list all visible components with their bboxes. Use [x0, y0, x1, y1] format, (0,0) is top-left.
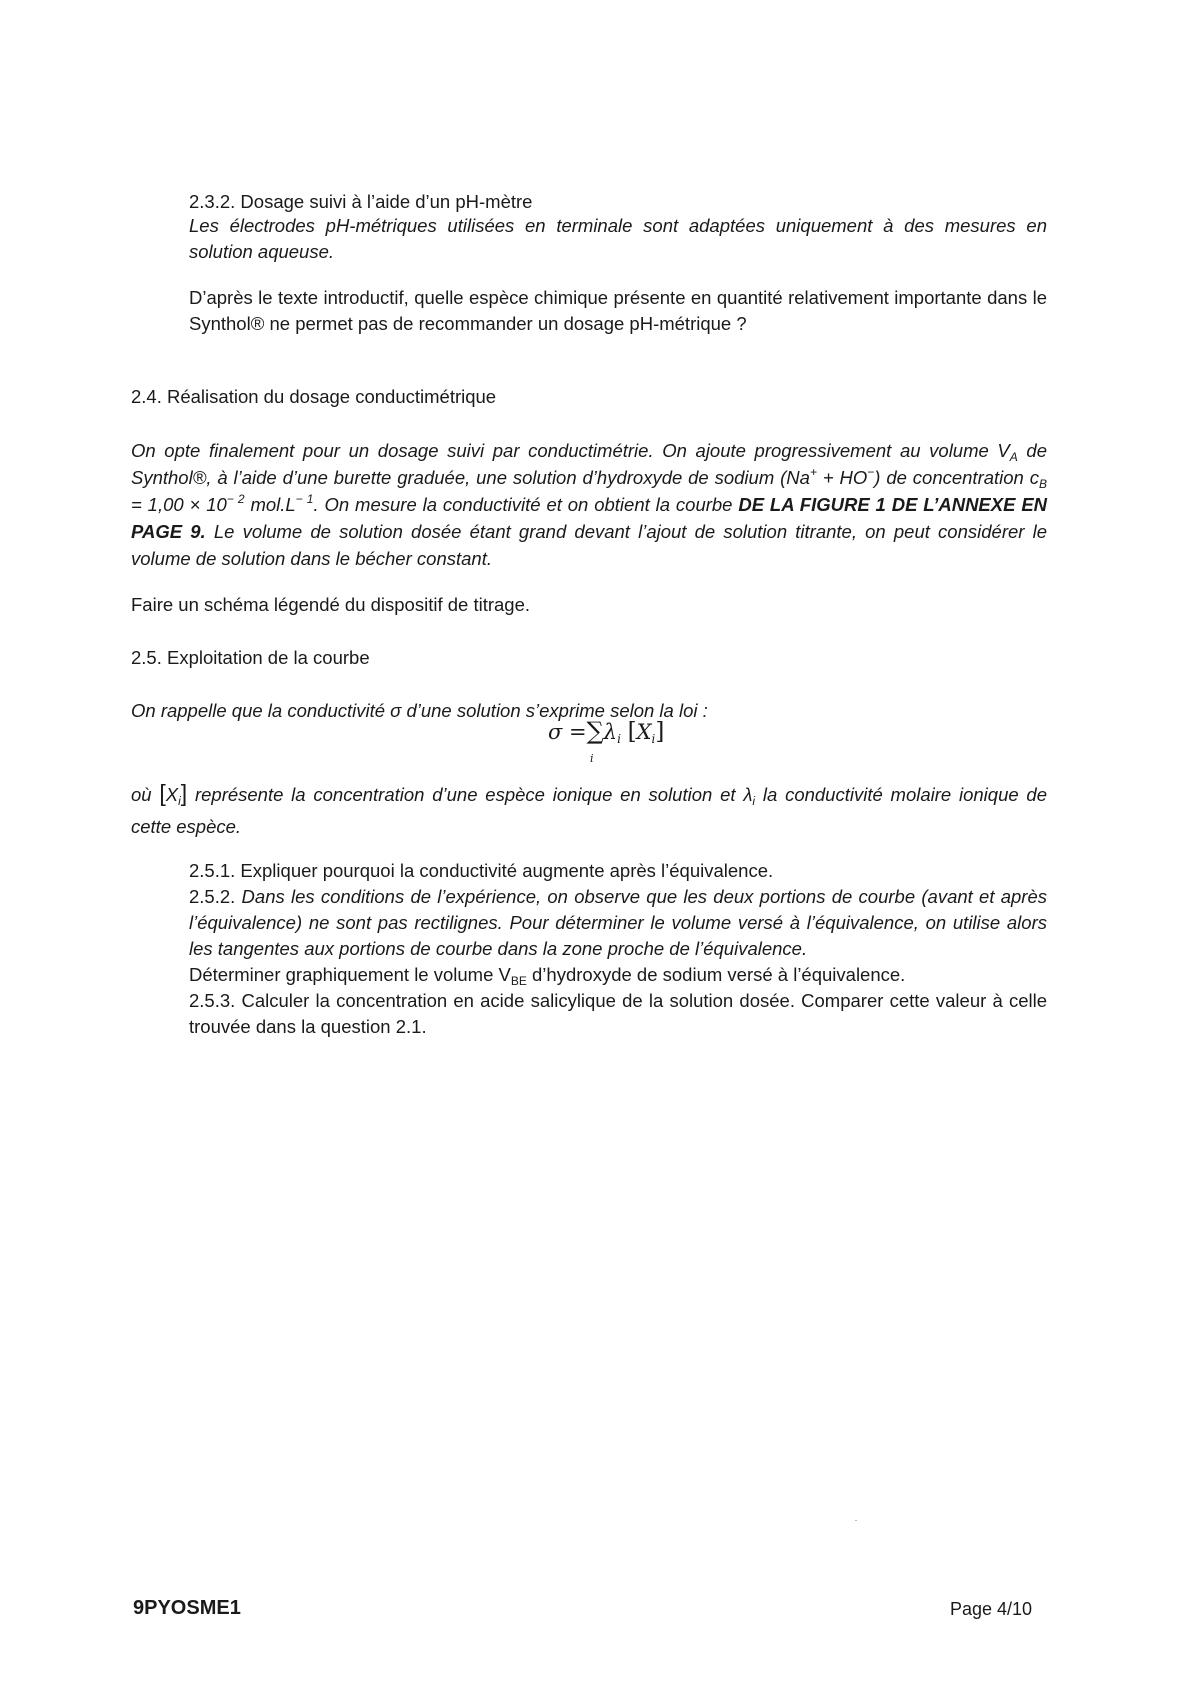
question-2-5-2: 2.5.2. Dans les conditions de l’expérience, on observe que les deux portions de courbe (avant et après l’équivalence) ne sont pas rectilignes. Pour déterminer le volume versé à l’équivalence, on utilise alors les tangentes aux portions de courbe dans la zone proche de l’équivalence.	[189, 886, 1047, 959]
paragraph-2-4: On opte finalement pour un dosage suivi par conductimétrie. On ajoute progressivement au volume $V_A$ de Synthol®, à l’aide d’une burette graduée, une solution d’hydroxyde de sodium (Na+ + HO−) de concentration $c_B = 1,00 \times 10^{- 2}$ $mol.L^{- 1}$. On mesure la conductivité et on obtient la courbe DE LA FIGURE 1 DE L’ANNEXE EN PAGE 9. Le volume de solution dosée étant grand devant l’ajout de solution titrante, on peut considérer le volume de solution dans le bécher constant.	[131, 440, 1048, 569]
exam-code: 9PYOSME1	[133, 1597, 241, 1619]
question-2-5-1: 2.5.1. Expliquer pourquoi la conductivité augmente après l’équivalence.	[189, 860, 774, 881]
task-2-5-2: Déterminer graphiquement le volume $V_{BE}$ d’hydroxyde de sodium versé à l’équivalence.	[189, 964, 906, 988]
section-heading-2-3-2: 2.3.2. Dosage suivi à l’aide d’un pH-mètre	[189, 191, 533, 212]
annex-reference: DE LA FIGURE 1 DE L’ANNEXE EN PAGE 9.	[131, 494, 1048, 542]
section-heading-2-4: 2.4. Réalisation du dosage conductimétrique	[131, 386, 497, 407]
task-2-4: Faire un schéma légendé du dispositif de titrage.	[131, 594, 531, 615]
question-2-5-3: 2.5.3. Calculer la concentration en acide salicylique de la solution dosée. Comparer cette valeur à celle trouvée dans la question 2.1.	[189, 990, 1047, 1037]
section-note-2-3-2: Les électrodes pH-métriques utilisées en terminale sont adaptées uniquement à des mesures en solution aqueuse.	[189, 215, 1047, 262]
scan-speck	[855, 1520, 857, 1521]
formula-explanation: où $[X_i]$ représente la concentration d’une espèce ionique en solution et $\lambda_i$ la conductivité molaire ionique de cette espèce.	[131, 780, 1048, 837]
page-number: Page 4/10	[950, 1599, 1033, 1619]
section-heading-2-5: 2.5. Exploitation de la courbe	[131, 647, 370, 668]
recall-sentence: On rappelle que la conductivité σ d’une solution s’exprime selon la loi :	[131, 700, 708, 721]
question-2-3-2: D’après le texte introductif, quelle espèce chimique présente en quantité relativement importante dans le Synthol® ne permet pas de recommander un dosage pH-métrique ?	[189, 287, 1047, 334]
conductivity-formula: $\sigma =\sum\lambda_i$ $[X_i]$ i	[548, 717, 665, 765]
